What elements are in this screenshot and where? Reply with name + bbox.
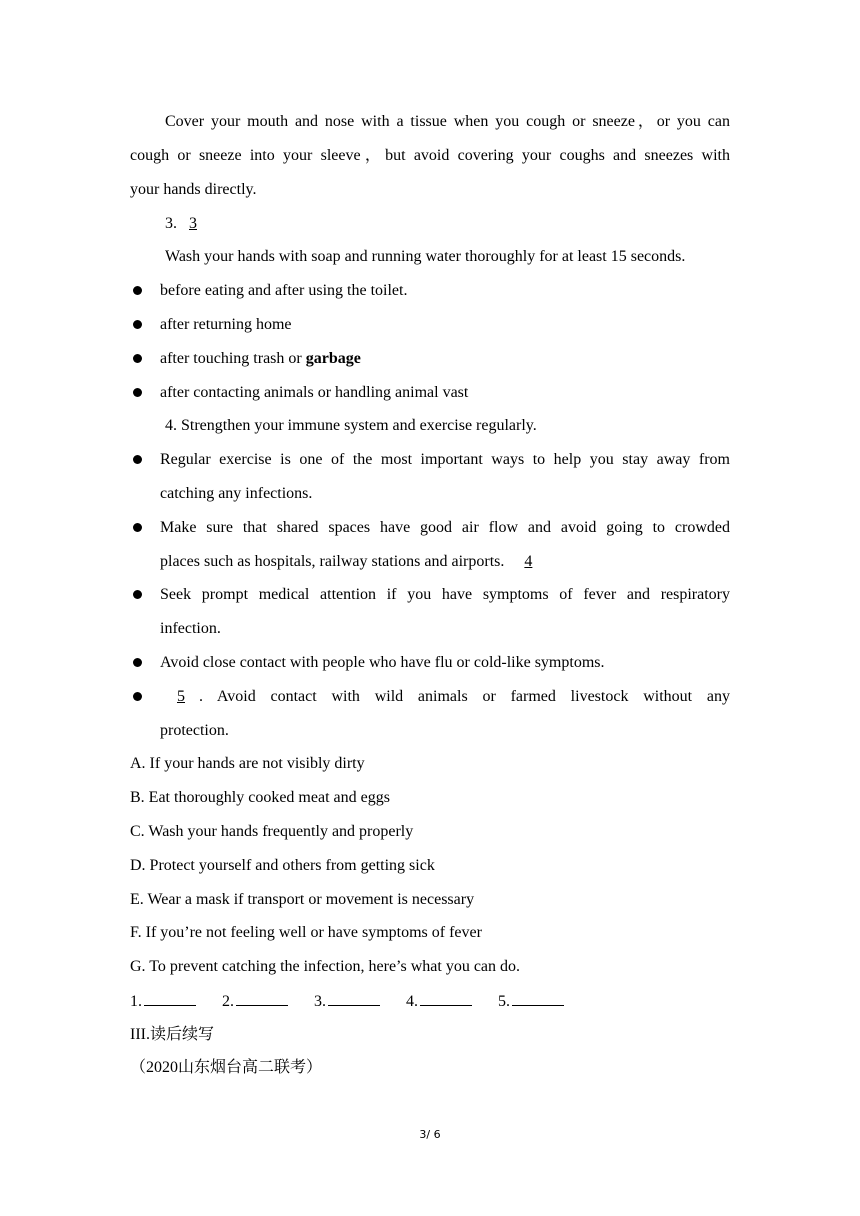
list-item-continuation: protection. [160,722,229,739]
option-e: E. Wear a mask if transport or movement is necessary [130,891,475,908]
item-number: 3. [165,215,177,232]
list-item: after returning home [160,316,292,333]
answer-label: 1. [130,993,142,1010]
bullet-dot [133,286,142,295]
wash-hands-instruction: Wash your hands with soap and running water thoroughly for at least 15 seconds. [165,248,686,265]
option-f: F. If you’re not feeling well or have symptoms of fever [130,924,482,941]
list-item: Avoid close contact with people who have flu or cold-like symptoms. [160,654,605,671]
list-item [160,687,730,707]
bullet-dot [133,590,142,599]
answer-row [130,991,564,1012]
list-item-continuation: infection. [160,620,221,637]
answer-label: 4. [406,993,418,1010]
option-g: G. To prevent catching the infection, here’s what you can do. [130,958,521,975]
option-b: B. Eat thoroughly cooked meat and eggs [130,789,390,806]
list-item: before eating and after using the toilet. [160,282,408,299]
list-item-text: . Avoid contact with wild animals or farmed livestock without any [199,688,730,705]
answer-label: 5. [498,993,510,1010]
answer-blank-4: 4 [524,553,533,570]
bullet-dot [133,354,142,363]
list-item: Seek prompt medical attention if you have symptoms of fever and respiratory [160,586,730,603]
option-c: C. Wash your hands frequently and properly [130,823,414,840]
option-a: A. If your hands are not visibly dirty [130,755,365,772]
answer-label: 3. [314,993,326,1010]
item-4-heading: 4. Strengthen your immune system and exercise regularly. [165,417,537,434]
bullet-dot [133,692,142,701]
paragraph-line: cough or sneeze into your sleeve，but avoid covering your coughs and sneezes with [130,147,730,164]
page-number: 3/ 6 [419,1128,441,1141]
list-item [160,349,361,369]
bullet-dot [133,658,142,667]
list-item: Regular exercise is one of the most important ways to help you stay away from [160,451,730,468]
section-title: III.读后续写 [130,1026,214,1043]
answer-input-2[interactable] [236,991,288,1006]
answer-blank-5: 5 [177,688,185,705]
bullet-dot [133,388,142,397]
answer-blank-3: 3 [189,215,197,232]
bullet-dot [133,320,142,329]
answer-label: 2. [222,993,234,1010]
paragraph-line: Cover your mouth and nose with a tissue when you cough or sneeze，or you can [165,113,730,130]
answer-input-4[interactable] [420,991,472,1006]
source-note: （2020山东烟台高二联考） [130,1059,323,1076]
list-item-continuation [160,552,540,572]
answer-input-1[interactable] [144,991,196,1006]
list-item-continuation: catching any infections. [160,485,313,502]
paragraph-line: your hands directly. [130,181,257,198]
answer-input-5[interactable] [512,991,564,1006]
option-d: D. Protect yourself and others from getting sick [130,857,435,874]
list-item: Make sure that shared spaces have good air flow and avoid going to crowded [160,519,730,536]
bullet-dot [133,523,142,532]
bullet-dot [133,455,142,464]
bold-word-garbage: garbage [305,350,361,367]
list-item: after contacting animals or handling animal vast [160,384,469,401]
list-item-text: places such as hospitals, railway stations and airports. [160,553,505,570]
item-3-heading [165,214,208,234]
list-item-text: after touching trash or [160,350,306,367]
answer-input-3[interactable] [328,991,380,1006]
